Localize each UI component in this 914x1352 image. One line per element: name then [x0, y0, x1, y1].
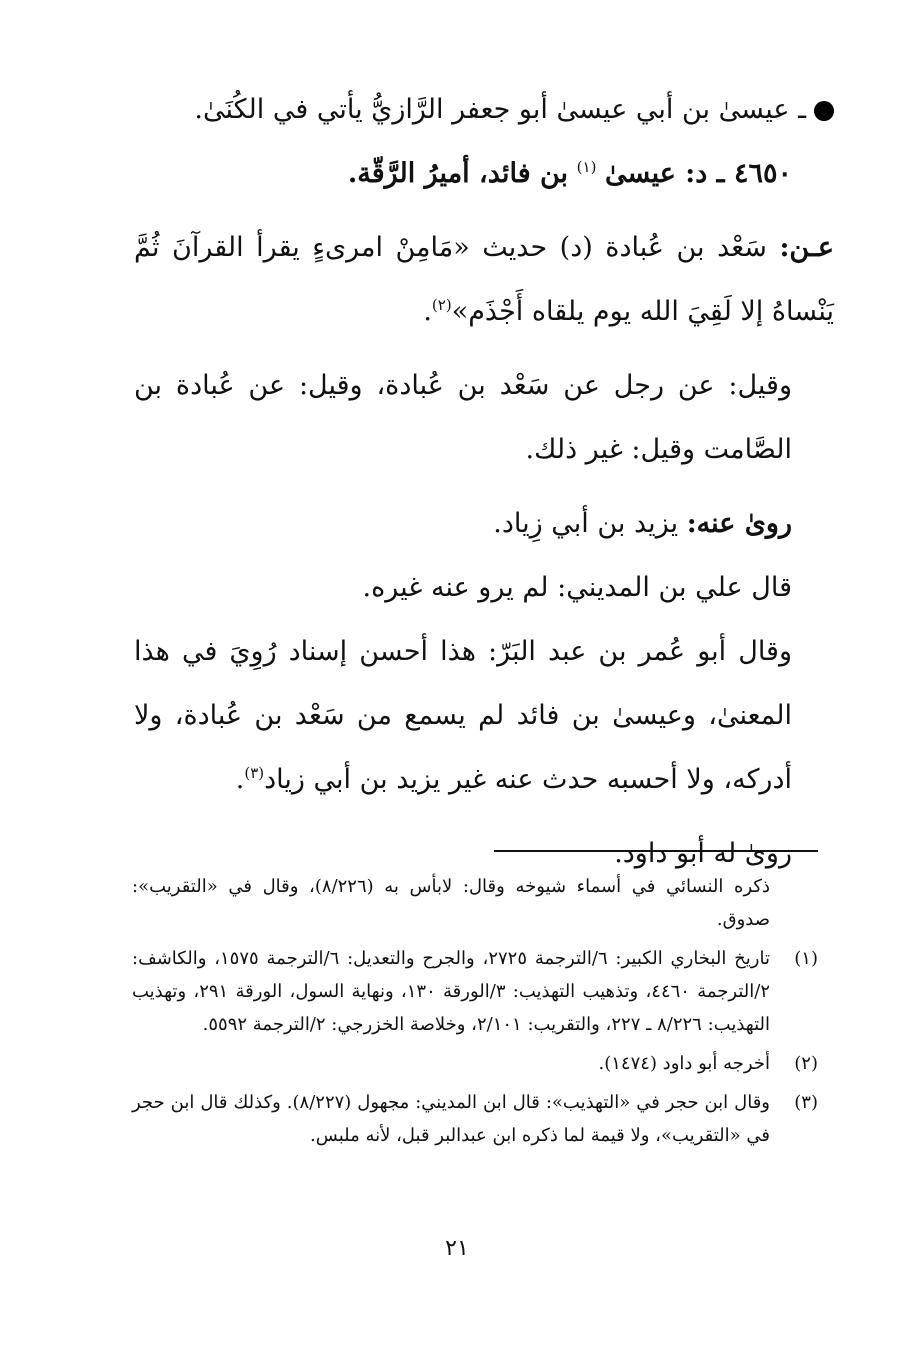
entry-heading [134, 142, 834, 206]
footnotes [132, 870, 818, 1158]
entry-name-rest: بن فائد، أميرُ الرَّقّة. [347, 158, 569, 189]
footnote-text: وقال ابن حجر في «التهذيب»: قال ابن المديني: مجهول (٨/٢٢٧). وكذلك قال ابن حجر في «التقريب»، ولا قيمة لما ذكره ابن عبدالبر قبل، لأنه ملبس. [132, 1092, 770, 1146]
footnote-number: (٣) [794, 1092, 818, 1113]
an-label: عـن: [779, 232, 834, 263]
footnote-divider [494, 850, 818, 852]
rawa-paragraph [134, 492, 834, 556]
madini-paragraph: قال علي بن المديني: لم يرو عنه غيره. [362, 572, 792, 603]
bullet-icon [814, 101, 834, 121]
main-text [134, 78, 834, 886]
footnote-ref-2: (٢) [431, 296, 452, 314]
an-paragraph: عـن: سَعْد بن عُبادة (د) حديث «مَامِنْ امرىءٍ يقرأ القرآنَ ثُمَّ يَنْساهُ إلا لَقِيَ الله يوم يلقاه أَجْذَم»$^{(٢)}$. [134, 232, 834, 327]
entry-number: ٤٦٥٠ ـ د: عيسىٰ [605, 158, 792, 189]
abu-umar-paragraph: وقال أبو عُمر بن عبد البَرّ: هذا أحسن إسناد رُوِيَ في هذا المعنىٰ، وعيسىٰ بن فائد لم يسمع من سَعْد بن عُبادة، ولا أدركه، ولا أحسبه حدث عنه غير يزيد بن أبي زياد$^{(٣)}$. [134, 636, 792, 795]
footnote-item [132, 1086, 818, 1152]
footnote-unnumbered: ذكره النسائي في أسماء شيوخه وقال: لابأس به (٨/٢٢٦)، وقال في «التقريب»: صدوق. [132, 876, 770, 930]
rawa-text: يزيد بن أبي زِياد. [493, 508, 687, 539]
page-number: ٢١ [445, 1236, 469, 1261]
footnote-text: تاريخ البخاري الكبير: ٦/الترجمة ٢٧٢٥، والجرح والتعديل: ٦/الترجمة ١٥٧٥، والكاشف: ٢/الترجمة ٤٤٦٠، وتذهيب التهذيب: ٣/الورقة ١٣٠، ونهاية السول، الورقة ٢٩١، وتهذيب التهذيب: ٨/٢٢٦ ـ ٢٢٧، والتقريب: ٢/١٠١، وخلاصة الخزرجي: ٢/الترجمة ٥٥٩٢. [132, 948, 770, 1035]
footnote-item [132, 1047, 818, 1080]
rawa-label: روىٰ عنه: [686, 508, 792, 539]
footnote-item [132, 942, 818, 1041]
footnote-number: (١) [794, 948, 818, 969]
footnote-ref-1: (١) [576, 158, 597, 176]
abu-dawud-paragraph: روىٰ له أبو داود. [614, 838, 792, 869]
an-text: سَعْد بن عُبادة (د) حديث «مَامِنْ امرىءٍ يقرأ القرآنَ ثُمَّ يَنْساهُ إلا لَقِيَ الله يوم يلقاه أَجْذَم» [134, 232, 834, 327]
kuna-entry: ـ عيسىٰ بن أبي عيسىٰ أبو جعفر الرَّازيُّ يأتي في الكُنَىٰ. [134, 78, 834, 142]
footnote-ref-3: (٣) [244, 764, 265, 782]
footnote-text: أخرجه أبو داود (١٤٧٤). [598, 1053, 770, 1074]
qil-paragraph: وقيل: عن رجل عن سَعْد بن عُبادة، وقيل: عن عُبادة بن الصَّامت وقيل: غير ذلك. [134, 370, 792, 465]
footnote-number: (٢) [794, 1053, 818, 1074]
